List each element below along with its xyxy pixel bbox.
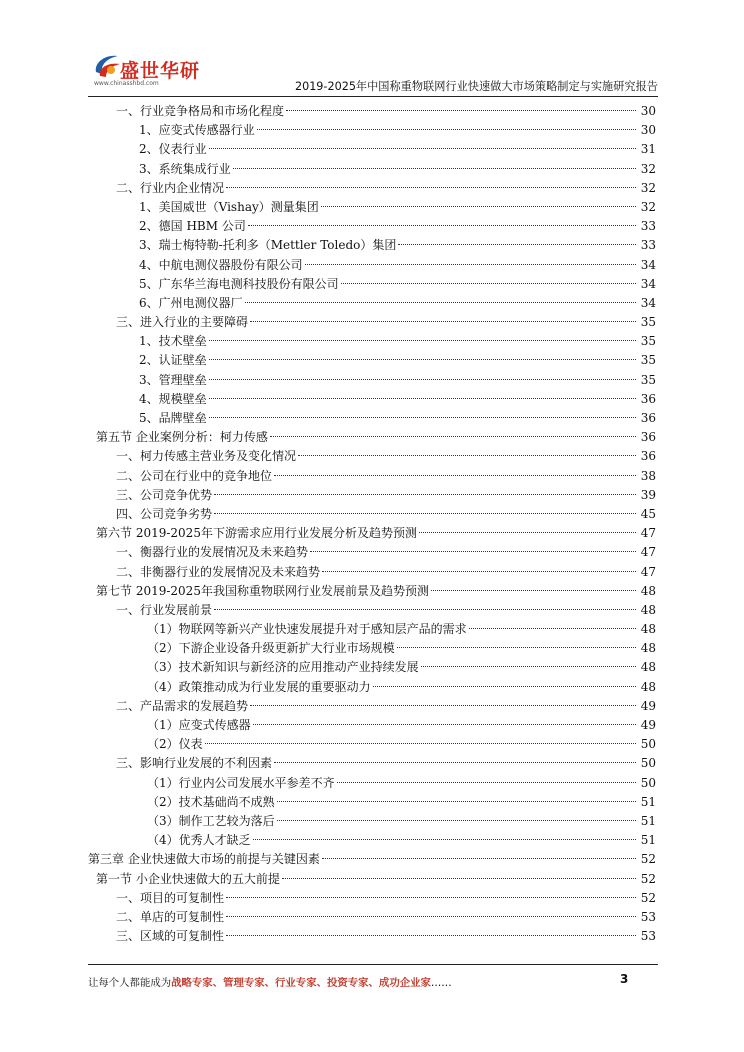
- toc-entry-page: 47: [640, 526, 656, 541]
- toc-entry[interactable]: [0, 121, 744, 140]
- toc-entry-title: 第三章 企业快速做大市场的前提与关键因素: [88, 852, 320, 867]
- toc-dot-leader: [214, 494, 636, 495]
- toc-dot-leader: [214, 609, 636, 610]
- toc-entry[interactable]: [0, 524, 744, 543]
- toc-entry-title: （2）技术基础尚不成熟: [147, 794, 275, 809]
- toc-dot-leader: [322, 858, 636, 859]
- toc-entry-title: 二、非衡器行业的发展情况及未来趋势: [116, 564, 321, 579]
- toc-dot-leader: [274, 762, 636, 763]
- toc-entry[interactable]: [0, 275, 744, 294]
- toc-entry[interactable]: [0, 543, 744, 562]
- toc-dot-leader: [209, 359, 636, 360]
- toc-entry-page: 36: [640, 430, 656, 445]
- toc-entry-page: 50: [640, 775, 656, 790]
- toc-entry-title: 三、公司竞争优势: [116, 487, 213, 502]
- toc-entry[interactable]: [0, 831, 744, 850]
- toc-entry[interactable]: [0, 140, 744, 159]
- toc-dot-leader: [305, 264, 636, 265]
- toc-dot-leader: [209, 379, 636, 380]
- toc-entry-title: 5、广东华兰海电测科技股份有限公司: [139, 276, 339, 291]
- toc-entry[interactable]: [0, 582, 744, 601]
- toc-entry-title: 三、影响行业发展的不利因素: [116, 756, 273, 771]
- toc-entry-page: 35: [640, 353, 656, 368]
- toc-dot-leader: [226, 187, 636, 188]
- toc-entry-title: 三、进入行业的主要障碍: [116, 315, 249, 330]
- toc-entry[interactable]: [0, 850, 744, 869]
- toc-entry-title: 一、柯力传感主营业务及变化情况: [116, 449, 297, 464]
- toc-dot-leader: [226, 897, 636, 898]
- toc-entry[interactable]: [0, 639, 744, 658]
- toc-dot-leader: [226, 935, 636, 936]
- toc-dot-leader: [286, 110, 636, 111]
- toc-entry[interactable]: [0, 870, 744, 889]
- toc-entry-title: 6、广州电测仪器厂: [139, 295, 243, 310]
- toc-entry-title: （1）行业内公司发展水平参差不齐: [147, 775, 335, 790]
- toc-entry[interactable]: [0, 697, 744, 716]
- toc-dot-leader: [421, 666, 636, 667]
- header-divider: [88, 96, 658, 97]
- toc-dot-leader: [253, 839, 636, 840]
- toc-entry[interactable]: [0, 256, 744, 275]
- toc-entry-title: （2）下游企业设备升级更新扩大行业市场规模: [147, 641, 395, 656]
- table-of-contents: [0, 102, 744, 946]
- logo-name: 盛世华研: [120, 60, 201, 82]
- company-logo: [88, 46, 208, 90]
- toc-entry-page: 48: [640, 641, 656, 656]
- toc-dot-leader: [257, 129, 636, 130]
- toc-dot-leader: [469, 628, 636, 629]
- toc-entry-page: 35: [640, 334, 656, 349]
- toc-entry-page: 52: [640, 852, 656, 867]
- toc-entry-title: （4）政策推动成为行业发展的重要驱动力: [147, 679, 371, 694]
- toc-entry-page: 45: [640, 506, 656, 521]
- toc-entry[interactable]: [0, 179, 744, 198]
- toc-entry-title: 3、瑞士梅特勒-托利多（Mettler Toledo）集团: [139, 238, 397, 253]
- toc-entry-page: 34: [640, 295, 656, 310]
- toc-entry-page: 47: [640, 564, 656, 579]
- toc-entry[interactable]: [0, 447, 744, 466]
- toc-entry-page: 36: [640, 411, 656, 425]
- toc-entry-page: 32: [640, 199, 656, 214]
- toc-dot-leader: [209, 148, 636, 149]
- toc-entry-title: 3、系统集成行业: [139, 161, 231, 176]
- toc-dot-leader: [298, 455, 636, 456]
- toc-entry[interactable]: [0, 371, 744, 390]
- toc-entry-title: 一、行业发展前景: [116, 602, 213, 617]
- toc-entry[interactable]: [0, 812, 744, 831]
- toc-entry-title: 一、项目的可复制性: [116, 890, 225, 905]
- toc-entry-title: 一、衡器行业的发展情况及未来趋势: [116, 545, 309, 560]
- toc-entry-title: 2、仪表行业: [139, 142, 207, 157]
- page-header: [88, 40, 658, 98]
- toc-entry[interactable]: [0, 102, 744, 121]
- toc-dot-leader: [253, 724, 636, 725]
- toc-entry-title: 二、公司在行业中的竞争地位: [116, 468, 273, 483]
- toc-entry-title: 5、品牌壁垒: [139, 411, 207, 425]
- toc-entry-page: 34: [640, 276, 656, 291]
- toc-entry-title: 二、单店的可复制性: [116, 909, 225, 924]
- toc-entry-title: 1、技术壁垒: [139, 334, 207, 349]
- toc-entry[interactable]: [0, 351, 744, 370]
- toc-dot-leader: [419, 532, 636, 533]
- toc-entry-page: 33: [640, 219, 656, 234]
- toc-entry-page: 34: [640, 257, 656, 272]
- toc-entry-page: 51: [640, 813, 656, 828]
- toc-dot-leader: [373, 686, 636, 687]
- logo-url: www.chinasshbd.com: [94, 80, 159, 87]
- toc-entry-title: （1）物联网等新兴产业快速发展提升对于感知层产品的需求: [147, 622, 467, 637]
- toc-entry[interactable]: [0, 428, 744, 447]
- toc-entry[interactable]: [0, 198, 744, 217]
- toc-entry-title: （1）应变式传感器: [147, 718, 251, 732]
- footer-slogan-accent: 战略专家、管理专家、行业专家、投资专家、成功企业家: [171, 977, 431, 989]
- toc-entry-page: 35: [640, 315, 656, 330]
- toc-entry[interactable]: [0, 313, 744, 332]
- toc-entry[interactable]: [0, 409, 744, 428]
- toc-entry-page: 30: [640, 123, 656, 138]
- toc-entry[interactable]: [0, 927, 744, 946]
- toc-entry-title: （3）技术新知识与新经济的应用推动产业持续发展: [147, 660, 419, 675]
- toc-dot-leader: [270, 436, 636, 437]
- toc-dot-leader: [282, 878, 636, 879]
- toc-entry[interactable]: [0, 390, 744, 409]
- toc-entry-page: 36: [640, 449, 656, 464]
- toc-entry[interactable]: [0, 774, 744, 793]
- toc-entry[interactable]: [0, 754, 744, 773]
- toc-entry-title: 1、美国威世（Vishay）测量集团: [139, 199, 319, 214]
- toc-entry-page: 52: [640, 890, 656, 905]
- toc-dot-leader: [209, 398, 636, 399]
- toc-entry[interactable]: [0, 332, 744, 351]
- toc-dot-leader: [214, 513, 636, 514]
- toc-entry-page: 38: [640, 468, 656, 483]
- toc-entry-page: 53: [640, 929, 656, 944]
- toc-entry-page: 30: [640, 104, 656, 118]
- toc-entry-page: 32: [640, 180, 656, 195]
- footer-slogan: [88, 974, 452, 989]
- toc-entry-page: 48: [640, 679, 656, 694]
- toc-entry-page: 50: [640, 756, 656, 771]
- toc-dot-leader: [233, 168, 636, 169]
- toc-entry-page: 32: [640, 161, 656, 176]
- toc-entry[interactable]: [0, 563, 744, 582]
- toc-entry[interactable]: [0, 793, 744, 812]
- toc-entry-title: 3、管理壁垒: [139, 372, 207, 387]
- toc-entry[interactable]: [0, 908, 744, 927]
- footer-slogan-prefix: 让每个人都能成为: [88, 977, 172, 989]
- toc-dot-leader: [310, 551, 636, 552]
- toc-entry-page: 50: [640, 737, 656, 752]
- toc-dot-leader: [277, 801, 636, 802]
- toc-entry-page: 52: [640, 871, 656, 886]
- toc-entry-page: 48: [640, 583, 656, 598]
- toc-entry-title: 2、德国 HBM 公司: [139, 219, 246, 234]
- toc-entry-title: （3）制作工艺较为落后: [147, 813, 275, 828]
- toc-dot-leader: [341, 283, 636, 284]
- toc-entry-page: 51: [640, 833, 656, 848]
- toc-entry[interactable]: [0, 620, 744, 639]
- toc-entry-title: 第七节 2019-2025年我国称重物联网行业发展前景及趋势预测: [96, 583, 429, 598]
- toc-entry[interactable]: [0, 658, 744, 677]
- toc-dot-leader: [398, 244, 636, 245]
- toc-dot-leader: [226, 916, 636, 917]
- toc-entry-title: 二、行业内企业情况: [116, 180, 225, 195]
- toc-entry-title: 第一节 小企业快速做大的五大前提: [96, 871, 280, 886]
- toc-entry[interactable]: [0, 601, 744, 620]
- toc-entry-page: 53: [640, 909, 656, 924]
- toc-entry-title: 二、产品需求的发展趋势: [116, 698, 249, 713]
- toc-entry[interactable]: [0, 889, 744, 908]
- toc-entry-page: 35: [640, 372, 656, 387]
- toc-entry-title: 2、认证壁垒: [139, 353, 207, 368]
- toc-dot-leader: [397, 647, 636, 648]
- logo-swoosh-icon: [92, 50, 122, 80]
- toc-entry-page: 39: [640, 487, 656, 502]
- toc-entry-title: 4、规模壁垒: [139, 391, 207, 406]
- toc-entry-page: 47: [640, 545, 656, 560]
- toc-entry[interactable]: [0, 236, 744, 255]
- toc-entry-page: 51: [640, 794, 656, 809]
- toc-dot-leader: [322, 571, 636, 572]
- toc-entry[interactable]: [0, 486, 744, 505]
- toc-entry-title: 三、区域的可复制性: [116, 929, 225, 944]
- footer-divider: [88, 964, 658, 965]
- toc-dot-leader: [250, 705, 636, 706]
- toc-entry[interactable]: [0, 217, 744, 236]
- toc-dot-leader: [321, 206, 636, 207]
- toc-dot-leader: [431, 590, 636, 591]
- toc-dot-leader: [209, 417, 636, 418]
- toc-dot-leader: [277, 820, 636, 821]
- toc-entry-page: 48: [640, 660, 656, 675]
- toc-entry-page: 36: [640, 391, 656, 406]
- page-number: 3: [620, 972, 629, 986]
- toc-entry-title: 4、中航电测仪器股份有限公司: [139, 257, 303, 272]
- toc-dot-leader: [245, 302, 636, 303]
- toc-dot-leader: [248, 225, 636, 226]
- footer-slogan-suffix: ……: [430, 977, 452, 989]
- toc-entry-title: 一、行业竞争格局和市场化程度: [116, 104, 285, 118]
- toc-dot-leader: [209, 340, 636, 341]
- toc-entry-title: 四、公司竞争劣势: [116, 506, 213, 521]
- toc-entry-page: 48: [640, 602, 656, 617]
- toc-entry-page: 49: [640, 718, 656, 732]
- toc-entry[interactable]: [0, 467, 744, 486]
- toc-entry[interactable]: [0, 678, 744, 697]
- toc-entry-page: 48: [640, 622, 656, 637]
- toc-dot-leader: [205, 743, 636, 744]
- toc-dot-leader: [337, 782, 636, 783]
- toc-entry[interactable]: [0, 505, 744, 524]
- toc-entry-title: （4）优秀人才缺乏: [147, 833, 251, 848]
- report-title: 2019-2025年中国称重物联网行业快速做大市场策略制定与实施研究报告: [294, 80, 658, 93]
- toc-dot-leader: [274, 475, 636, 476]
- toc-entry[interactable]: [0, 716, 744, 735]
- toc-dot-leader: [250, 321, 636, 322]
- toc-entry-title: 第五节 企业案例分析：柯力传感: [96, 430, 268, 445]
- toc-entry[interactable]: [0, 160, 744, 179]
- toc-entry[interactable]: [0, 735, 744, 754]
- toc-entry-page: 31: [640, 142, 656, 157]
- toc-entry-page: 49: [640, 698, 656, 713]
- toc-entry-title: 1、应变式传感器行业: [139, 123, 255, 138]
- toc-entry-title: 第六节 2019-2025年下游需求应用行业发展分析及趋势预测: [96, 526, 417, 541]
- toc-entry-page: 33: [640, 238, 656, 253]
- toc-entry-title: （2）仪表: [147, 737, 203, 752]
- toc-entry[interactable]: [0, 294, 744, 313]
